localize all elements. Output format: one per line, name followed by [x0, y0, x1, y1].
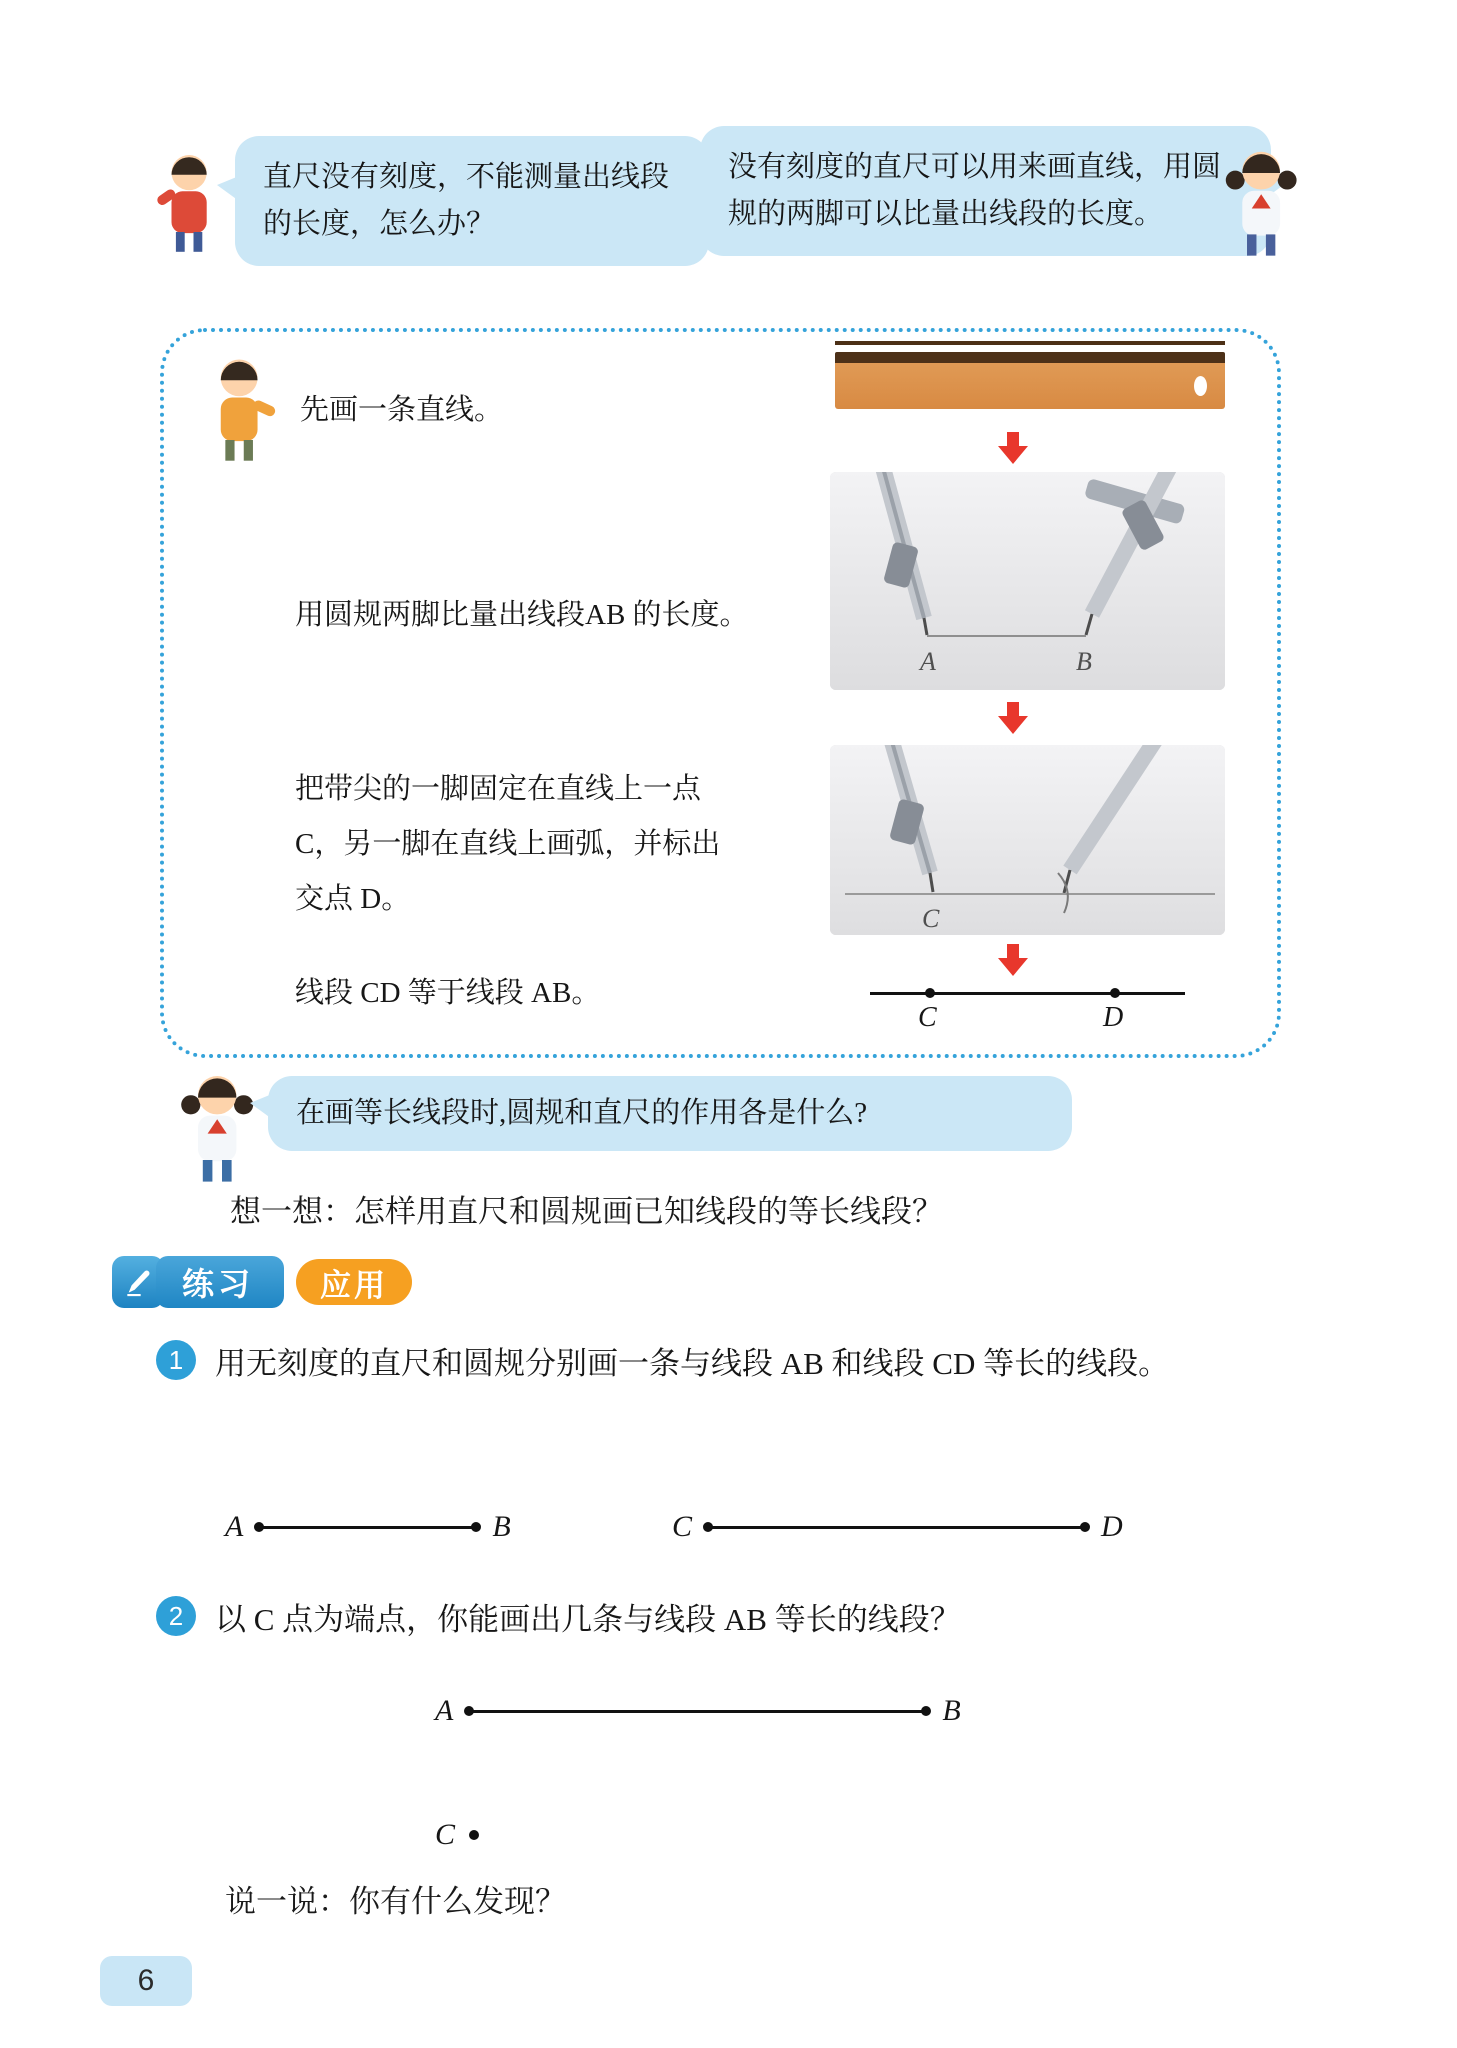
exercise2-number: 2 [156, 1596, 196, 1636]
result-point-c [925, 988, 935, 998]
demo-boy-avatar [192, 348, 284, 463]
step1-text: 先画一条直线。 [300, 394, 504, 426]
result-point-d [1110, 988, 1120, 998]
segment-label-a: A [225, 1510, 244, 1543]
compass-measure-photo [830, 472, 1225, 690]
photo1-label-a: A [920, 647, 936, 676]
question-girl-avatar [172, 1064, 260, 1184]
girl-speech-text: 没有刻度的直尺可以用来画直线，用圆规的两脚可以比量出线段的长度。 [728, 151, 1222, 230]
girl-speech-bubble [700, 126, 1271, 256]
point-label-c: C [435, 1818, 456, 1851]
header-fade [412, 1260, 672, 1304]
ruler-top-edge [835, 341, 1225, 345]
bubble-tail [217, 176, 239, 201]
segment-label-c: C [672, 1510, 693, 1543]
exercise1-segment-ab [225, 1510, 511, 1544]
segment-line [255, 1526, 480, 1529]
question-girl-illustration [172, 1064, 260, 1184]
step4-text: 线段 CD 等于线段 AB。 [295, 977, 601, 1009]
segment-label-b: B [492, 1510, 511, 1543]
practice-label: 练习 [156, 1256, 284, 1308]
girl-avatar [1218, 140, 1302, 258]
result-label-d: D [1103, 1002, 1124, 1033]
ruler-face [835, 363, 1225, 409]
segment-label-a: A [435, 1694, 454, 1727]
exercise1-text: 用无刻度的直尺和圆规分别画一条与线段 AB 和线段 CD 等长的线段。 [215, 1346, 1170, 1381]
segment-line [704, 1526, 1089, 1529]
boy-avatar [148, 144, 228, 254]
ruler-image [835, 352, 1225, 409]
question-text: 在画等长线段时,圆规和直尺的作用各是什么? [296, 1097, 868, 1129]
compass-measure-illustration [830, 472, 1225, 690]
girl-illustration [1218, 140, 1302, 258]
ruler-edge [835, 352, 1225, 363]
apply-label: 应用 [296, 1259, 412, 1305]
compass-arc-illustration [830, 745, 1225, 935]
boy-speech-bubble [235, 136, 709, 266]
exercise2-point-c [435, 1818, 479, 1852]
exercise2-segment-ab [435, 1694, 961, 1728]
photo2-label-c: C [922, 904, 940, 933]
point-dot [469, 1830, 479, 1840]
think-prompt: 想一想：怎样用直尺和圆规画已知线段的等长线段？ [230, 1194, 943, 1229]
question-bubble [268, 1076, 1072, 1151]
section-header [112, 1256, 412, 1308]
ruler-hole [1194, 376, 1207, 396]
exercise2-followup: 说一说：你有什么发现？ [225, 1884, 566, 1919]
boy-illustration [148, 144, 228, 254]
compass-arc-photo [830, 745, 1225, 935]
segment-label-d: D [1101, 1510, 1123, 1543]
result-line [870, 992, 1185, 995]
result-label-c: C [918, 1002, 937, 1033]
segment-line [465, 1710, 930, 1713]
step3-text: 把带尖的一脚固定在直线上一点 C，另一脚在直线上画弧，并标出交点 D。 [295, 773, 721, 916]
exercise2-text: 以 C 点为端点，你能画出几条与线段 AB 等长的线段？ [215, 1602, 961, 1637]
down-arrow-icon [995, 430, 1031, 466]
step2-text: 用圆规两脚比量出线段AB 的长度。 [295, 599, 749, 631]
demo-boy-illustration [192, 348, 284, 463]
page-number: 6 [100, 1956, 192, 2006]
exercise1-number: 1 [156, 1340, 196, 1380]
photo1-label-b: B [1076, 647, 1092, 676]
boy-speech-text: 直尺没有刻度，不能测量出线段的长度，怎么办？ [263, 161, 670, 240]
bubble-tail [250, 1094, 272, 1119]
down-arrow-icon [995, 700, 1031, 736]
exercise1-segment-cd [672, 1510, 1123, 1544]
segment-label-b: B [942, 1694, 961, 1727]
down-arrow-icon [995, 942, 1031, 978]
